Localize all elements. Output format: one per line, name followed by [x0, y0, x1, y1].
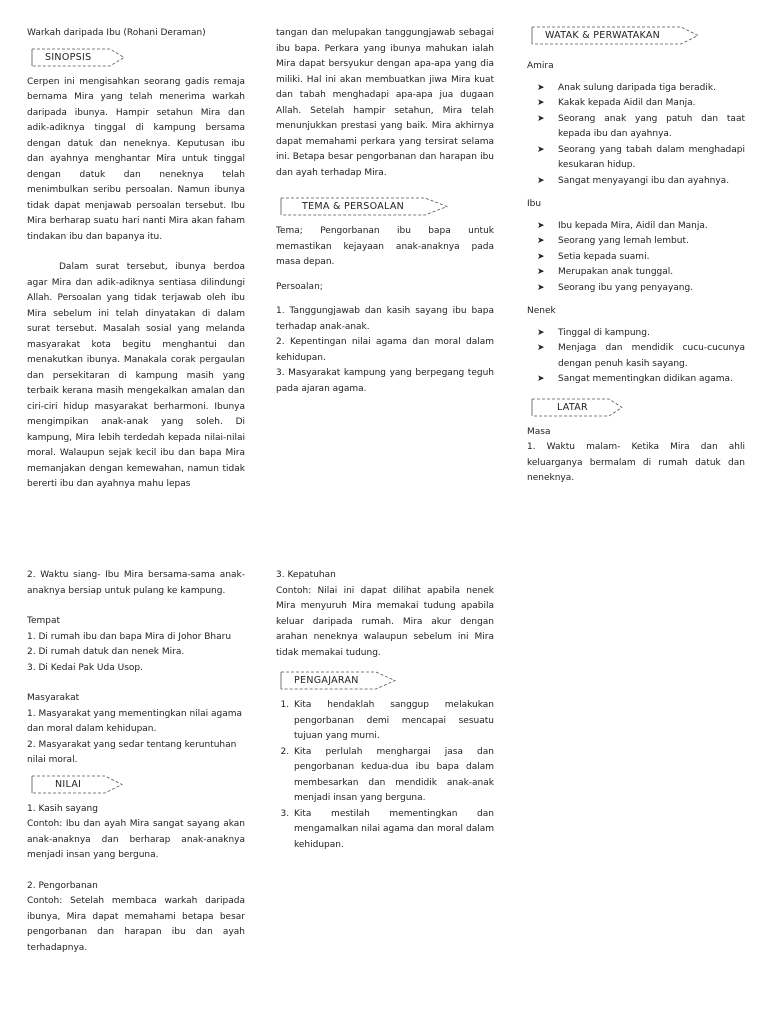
ibu-label: Ibu	[527, 199, 542, 209]
list-item: ➤ Anak sulung daripada tiga beradik.	[537, 81, 745, 97]
amira-list	[527, 81, 745, 190]
sinopsis-tag	[31, 48, 125, 67]
tempat-item: 1. Di rumah ibu dan bapa Mira di Johor Bharu	[27, 631, 232, 642]
list-item: ➤ Tinggal di kampung.	[537, 326, 745, 342]
list-item: ➤ Menjaga dan mendidik cucu-cucunya dengan penuh kasih sayang.	[537, 341, 745, 372]
masyarakat-label: Masyarakat	[27, 693, 80, 703]
list-item: ➤ Seorang yang tabah dalam menghadapi kesukaran hidup.	[537, 143, 745, 174]
nilai-title: 3. Kepatuhan	[276, 570, 336, 580]
masa-label: Masa	[527, 426, 551, 437]
nilai-text: Contoh: Setelah membaca warkah daripada ibunya, Mira dapat memahami betapa besar pengorbanan dan harapan ibu dan ayah terhadapnya.	[27, 896, 245, 953]
column-2	[276, 26, 494, 397]
sinopsis-paragraph-1: Cerpen ini mengisahkan seorang gadis remaja bernama Mira yang telah menerima warkah daripada ibunya. Hampir setahun Mira dan adik-adiknya tinggal di kampung bersama dengan datuk dan neneknya. Keputusan ibu dan ayahnya menghantar Mira untuk tinggal dengan datuk dan neneknya telah menimbulkan seribu persoalan. Namun ibunya tidak dapat menjawab persoalan tersebut. Ibu Mira berharap suatu hari nanti Mira akan faham tindakan ibu dan bapanya itu.	[27, 76, 245, 242]
list-item: ➤ Seorang anak yang patuh dan taat kepada ibu dan ayahnya.	[537, 112, 745, 143]
list-item: ➤ Sangat menyayangi ibu dan ayahnya.	[537, 174, 745, 190]
masyarakat-item: 2. Masyarakat yang sedar tentang keruntuhan nilai moral.	[27, 739, 237, 765]
pengajaran-label: PENGAJARAN	[294, 675, 359, 686]
tema-label: TEMA & PERSOALAN	[302, 201, 405, 212]
sinopsis-label: SINOPSIS	[45, 51, 92, 63]
sinopsis-paragraph-2: Dalam surat tersebut, ibunya berdoa agar Mira dan adik-adiknya sentiasa dilindungi Allah. Persoalan yang tidak terjawab oleh ibu Mira sebelum ini telah dinyatakan di dalam surat tersebut. Masalah sosial yang melanda masyarakat kota begitu menghantui dan menakutkan ibunya. Manakala corak pergaulan dan persekitaran di kampung masih yang terbaik kerana masih mengekalkan amalan dan ciri-ciri hidup masyarakat berharmoni. Ibunya mengimpikan anak-anak yang soleh. Di kampung, Mira lebih terdedah kepada nilai-nilai moral. Walaupun sejak kecil ibu dan bapa Mira memanjakan dengan kemewahan, namun tidak bererti ibu dan ayahnya mahu lepas	[27, 262, 245, 489]
list-item: ➤ Sangat mementingkan didikan agama.	[537, 372, 745, 388]
list-item: 1. Kita hendaklah sanggup melakukan pengorbanan demi mencapai sesuatu tujuan yang murni.	[292, 698, 494, 745]
list-item: ➤ Merupakan anak tunggal.	[537, 265, 745, 281]
tema-tag	[280, 197, 448, 216]
list-item: ➤ Setia kepada suami.	[537, 250, 745, 266]
list-item: ➤ Seorang ibu yang penyayang.	[537, 281, 745, 297]
nenek-list	[527, 326, 745, 388]
column-4	[27, 568, 245, 956]
tempat-label: Tempat	[27, 616, 61, 626]
persoalan-item: 1. Tanggungjawab dan kasih sayang ibu bapa terhadap anak-anak.	[276, 306, 494, 332]
ibu-list	[527, 219, 745, 297]
masyarakat-item: 1. Masyarakat yang mementingkan nilai agama dan moral dalam kehidupan.	[27, 708, 243, 734]
masa-item: 1. Waktu malam- Ketika Mira dan ahli keluarganya bermalam di rumah datuk dan neneknya.	[527, 442, 745, 483]
pengajaran-tag	[280, 671, 396, 690]
watak-label: WATAK & PERWATAKAN	[545, 30, 661, 41]
tempat-item: 3. Di Kedai Pak Uda Usop.	[27, 662, 143, 673]
list-item: 3. Kita mestilah mementingkan dan mengamalkan nilai agama dan moral dalam kehidupan.	[292, 807, 494, 854]
sinopsis-paragraph-3: tangan dan melupakan tanggungjawab sebagai ibu bapa. Perkara yang ibunya mahukan ialah Mira dapat bersyukur dengan apa-apa yang dia miliki. Hal ini akan membuatkan jiwa Mira kuat dan tabah menghadapi apa-apa jua dugaan Allah. Setelah hampir setahun, Mira telah menunjukkan prestasi yang baik. Mira akhirnya dapat memahami perkara yang tersirat selama ini. Betapa besar pengorbanan dan harapan ibu dan ayah terhadap Mira.	[276, 28, 494, 178]
tema-text: Tema; Pengorbanan ibu bapa untuk memastikan kejayaan anak-anaknya pada masa depan.	[276, 226, 494, 267]
nilai-text: Contoh: Ibu dan ayah Mira sangat sayang akan anak-anaknya dan berharap anak-anaknya menjadi insan yang berguna.	[27, 819, 245, 860]
list-item: ➤ Ibu kepada Mira, Aidil dan Manja.	[537, 219, 745, 235]
column-1	[27, 26, 245, 493]
list-item: ➤ Kakak kepada Aidil dan Manja.	[537, 96, 745, 112]
column-5	[276, 568, 494, 853]
amira-label: Amira	[527, 61, 554, 71]
watak-tag	[531, 26, 699, 45]
persoalan-label: Persoalan;	[276, 281, 323, 292]
tempat-item: 2. Di rumah datuk dan nenek Mira.	[27, 647, 185, 657]
pengajaran-list	[276, 698, 494, 853]
list-item: ➤ Seorang yang lemah lembut.	[537, 234, 745, 250]
nilai-label: NILAI	[55, 778, 82, 790]
nilai-text: Contoh: Nilai ini dapat dilihat apabila nenek Mira menyuruh Mira memakai tudung apabila keluar daripada rumah. Mira akur dengan arahan neneknya walaupun sebelum ini Mira tidak memakai tudung.	[276, 585, 494, 658]
nilai-title: 2. Pengorbanan	[27, 880, 98, 891]
latar-tag	[531, 398, 623, 417]
masa-item: 2. Waktu siang- Ibu Mira bersama-sama anak-anaknya bersiap untuk pulang ke kampung.	[27, 570, 245, 596]
latar-label: LATAR	[557, 401, 588, 413]
nilai-title: 1. Kasih sayang	[27, 803, 98, 814]
column-3	[527, 26, 745, 487]
persoalan-item: 2. Kepentingan nilai agama dan moral dalam kehidupan.	[276, 337, 494, 363]
document-title: Warkah daripada Ibu (Rohani Deraman)	[27, 28, 206, 38]
list-item: 2. Kita perlulah menghargai jasa dan pengorbanan kedua-dua ibu bapa dalam membesarkan dan mendidik anak-anak menjadi insan yang berguna.	[292, 745, 494, 807]
nenek-label: Nenek	[527, 306, 556, 316]
nilai-tag	[31, 775, 123, 794]
persoalan-item: 3. Masyarakat kampung yang berpegang teguh pada ajaran agama.	[276, 368, 494, 394]
